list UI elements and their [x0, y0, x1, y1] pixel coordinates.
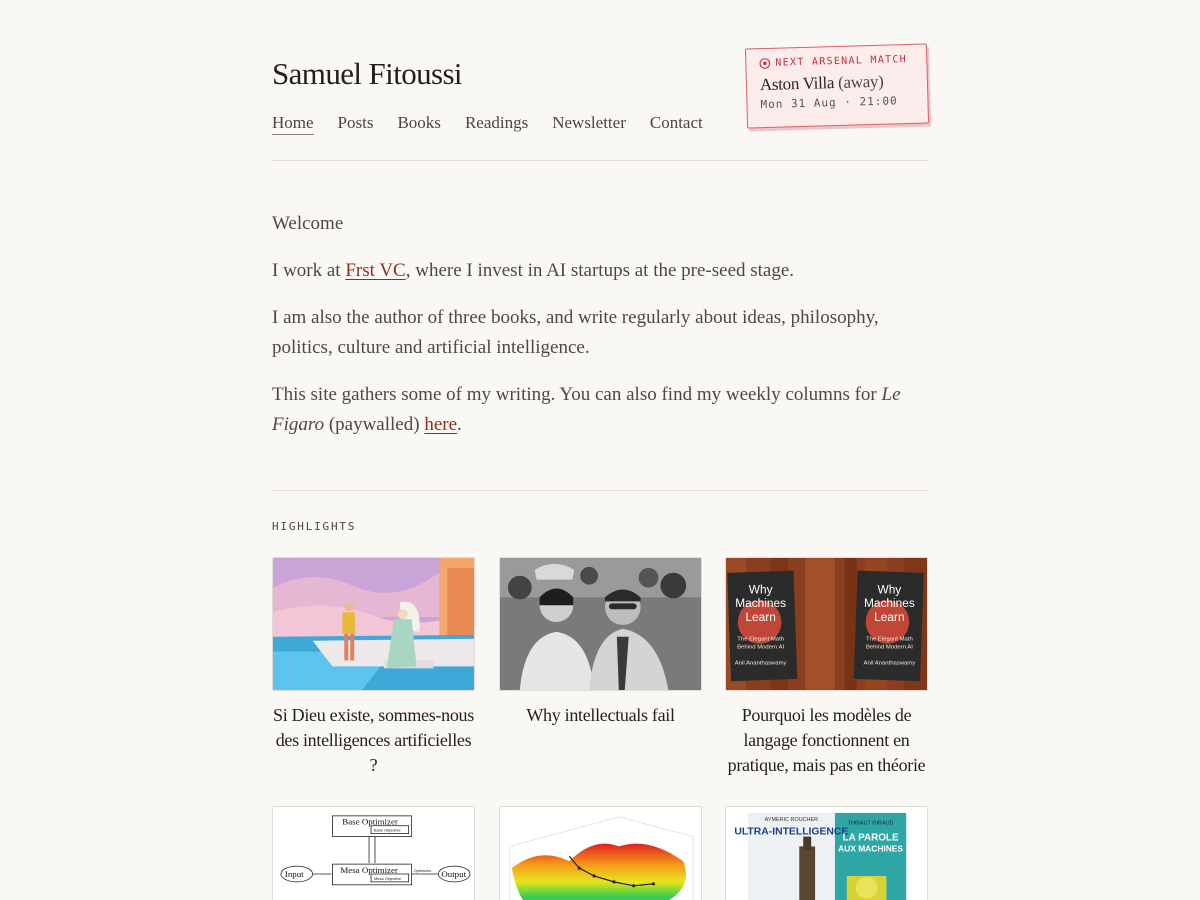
next-match-datetime: Mon 31 Aug · 21:00 [760, 94, 898, 112]
nav-home[interactable]: Home [272, 113, 314, 135]
diagram-base-optimizer: Base Optimizer [342, 816, 398, 827]
figaro-columns-link[interactable]: here [424, 414, 458, 435]
nav-newsletter[interactable]: Newsletter [552, 113, 626, 132]
book-subtitle-line: The Elegant Math [737, 636, 785, 643]
book-title-line: Machines [735, 596, 787, 611]
next-match-team: Aston Villa [759, 73, 835, 95]
diagram-mesa-objective: Mesa Objective [373, 875, 402, 881]
highlight-image-bw-photo [499, 557, 702, 691]
intro-p3-text-end: . [457, 414, 462, 435]
book-author: Anil Ananthaswamy [734, 660, 787, 667]
main-nav [272, 113, 703, 135]
next-match-venue: (away) [837, 71, 884, 92]
book2-title-line: LA PAROLE [842, 832, 899, 844]
intro-p1-text: I work at [272, 260, 346, 281]
diagram-output: Output [441, 868, 467, 879]
intro-divider [272, 490, 928, 491]
highlight-card-mesa-optimizer[interactable] [272, 806, 475, 900]
highlight-image-pool-angel [272, 557, 475, 691]
nav-books[interactable]: Books [397, 113, 441, 132]
book2-author: THIBAUT GIRAUD [847, 820, 894, 827]
book2-title-line: AUX MACHINES [838, 843, 903, 854]
highlight-card-intellectuals[interactable] [499, 557, 702, 728]
site-title[interactable]: Samuel Fitoussi [272, 56, 462, 91]
book1-title: ULTRA-INTELLIGENCE [734, 826, 849, 838]
le-figaro-text: Le Figaro [272, 384, 901, 435]
next-match-card [745, 43, 929, 128]
diagram-input: Input [284, 868, 304, 879]
highlight-card-french-books[interactable] [725, 806, 928, 900]
book-title-line: Why [748, 582, 773, 597]
highlight-image-loss-landscape [499, 806, 702, 900]
intro-p1-text-end: , where I invest in AI startups at the pre-seed stage. [405, 260, 795, 281]
highlight-title: Pourquoi les modèles de langage fonctionnent en pratique, mais pas en théorie [727, 705, 926, 775]
highlight-image-books-wood [725, 557, 928, 691]
book-title-line: Why [877, 582, 902, 597]
nav-posts[interactable]: Posts [337, 113, 374, 132]
next-match-label: NEXT ARSENAL MATCH [775, 54, 908, 69]
diagram-optimizes: Optimizes [413, 868, 432, 874]
highlight-title: Why intellectuals fail [526, 705, 675, 725]
highlight-title: Si Dieu existe, sommes-nous des intelligences artificielles ? [273, 705, 474, 775]
highlight-image-optimizer-diagram [272, 806, 475, 900]
next-match-team-row [760, 71, 914, 95]
book-subtitle-line: Behind Modern AI [865, 644, 913, 651]
book-subtitle-line: The Elegant Math [866, 636, 913, 643]
highlight-image-french-books [725, 806, 928, 900]
intro-paragraph-3 [272, 380, 928, 440]
book-title-line: Learn [874, 610, 905, 625]
highlight-card-dieu[interactable] [272, 557, 475, 778]
intro-section [272, 209, 928, 457]
intro-paragraph-1 [272, 256, 928, 286]
nav-readings[interactable]: Readings [464, 113, 529, 132]
book-subtitle-line: Behind Modern AI [737, 644, 785, 651]
book1-author: AYMERIC ROUCHER [764, 816, 819, 823]
header-divider [272, 160, 928, 161]
book-title-line: Machines [863, 596, 915, 611]
highlight-card-llm[interactable] [725, 557, 928, 778]
football-icon [759, 58, 770, 69]
welcome-text: Welcome [272, 213, 344, 234]
intro-p3-text-mid: (paywalled) [324, 414, 425, 435]
highlights-label: HIGHLIGHTS [272, 520, 357, 533]
book-title-line: Learn [745, 610, 776, 625]
frst-vc-link[interactable]: Frst VC [345, 260, 406, 281]
diagram-mesa-optimizer: Mesa Optimizer [340, 865, 398, 875]
diagram-base-objective: Base Objective [373, 827, 401, 833]
highlight-card-loss-surface[interactable] [499, 806, 702, 900]
book-author: Anil Ananthaswamy [863, 660, 916, 667]
intro-p3-text: This site gathers some of my writing. You can also find my weekly columns for [272, 384, 882, 405]
nav-contact[interactable]: Contact [649, 113, 703, 132]
intro-paragraph-2: I am also the author of three books, and write regularly about ideas, philosophy, politics, culture and artificial intelligence. [272, 307, 879, 358]
next-match-label-row [759, 54, 913, 69]
